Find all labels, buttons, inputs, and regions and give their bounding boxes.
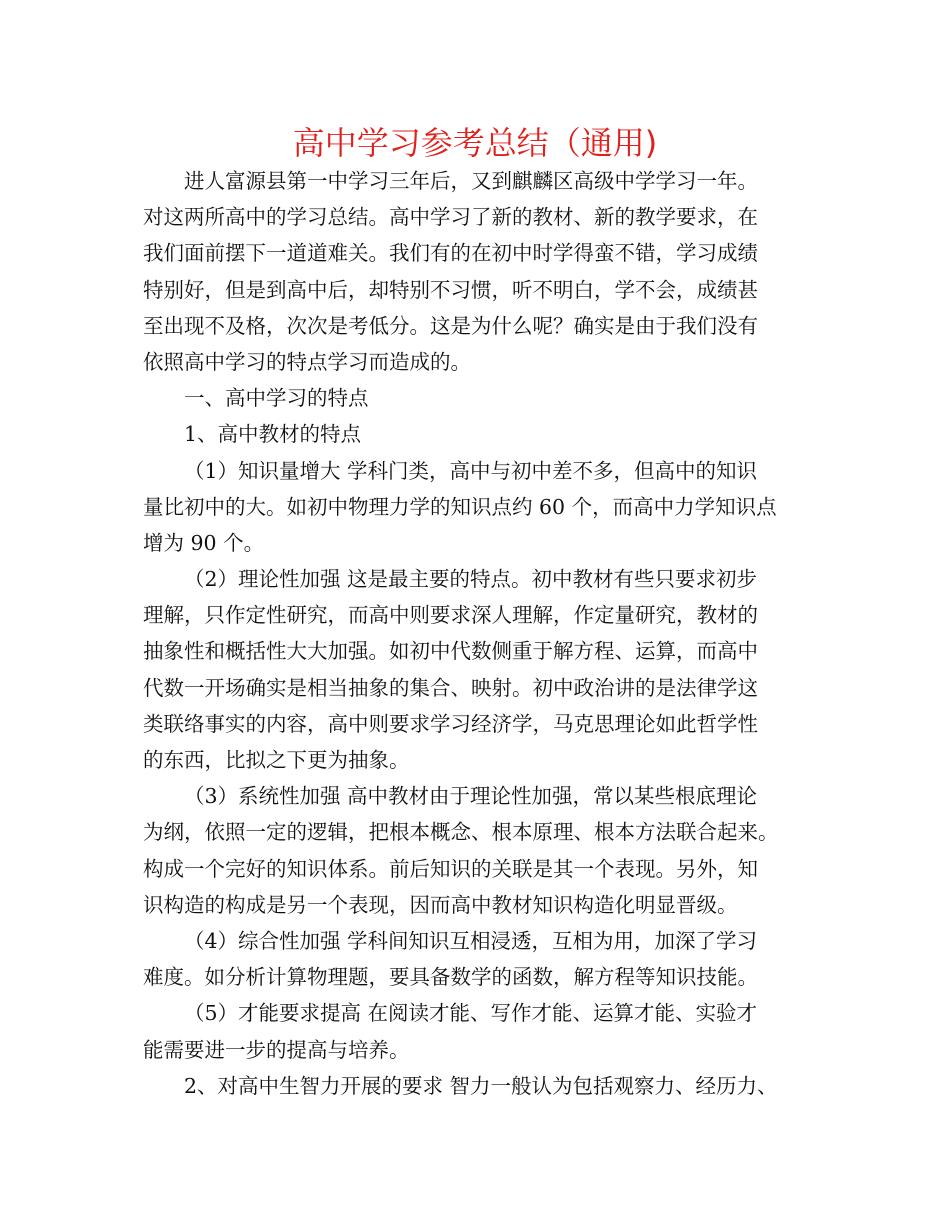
text-line: 理解，只作定性研究，而高中则要求深人理解，作定量研究，教材的 <box>143 603 758 628</box>
text-line: 特别好，但是到高中后，却特别不习惯，听不明白，学不会，成绩甚 <box>143 277 758 302</box>
text-line: 我们面前摆下一道道难关。我们有的在初中时学得蛮不错，学习成绩 <box>143 241 758 266</box>
text-line: 2、对高中生智力开展的要求 智力一般认为包括观察力、经历力、 <box>184 1073 778 1098</box>
text-line: （2）理论性加强 这是最主要的特点。初中教材有些只要求初步 <box>184 567 758 592</box>
subsection-heading <box>143 416 823 452</box>
paragraph-point-5 <box>143 995 823 1067</box>
text-line: 能需要进一步的提高与培养。 <box>143 1037 410 1062</box>
text-line: （4）综合性加强 学科间知识互相浸透，互相为用，加深了学习 <box>184 928 758 953</box>
text-line: （1）知识量增大 学科门类，高中与初中差不多，但高中的知识 <box>184 458 758 483</box>
section-heading <box>143 380 823 416</box>
text-line: 构成一个完好的知识体系。前后知识的关联是其一个表现。另外，知 <box>143 856 758 881</box>
text-line: 增为 90 个。 <box>143 530 265 555</box>
text-line: 量比初中的大。如初中物理力学的知识点约 60 个，而高中力学知识点 <box>143 494 777 519</box>
paragraph-point-4 <box>143 923 823 995</box>
paragraph-intro <box>143 163 823 380</box>
paragraph-point-2 <box>143 561 823 778</box>
text-line: 依照高中学习的特点学习而造成的。 <box>143 349 471 374</box>
text-line: （3）系统性加强 高中教材由于理论性加强，常以某些根底理论 <box>184 784 758 809</box>
text-line: 进人富源县第一中学习三年后，又到麒麟区高级中学学习一年。 <box>184 169 758 193</box>
text-line: 至出现不及格，次次是考低分。这是为什么呢？确实是由于我们没有 <box>143 313 758 338</box>
subsection-heading-text: 1、高中教材的特点 <box>184 422 362 447</box>
text-line: 对这两所高中的学习总结。高中学习了新的教材、新的教学要求，在 <box>143 205 758 230</box>
paragraph-point-3 <box>143 778 823 923</box>
paragraph-point-1 <box>143 453 823 562</box>
text-line: 识构造的构成是另一个表现，因而高中教材知识构造化明显晋级。 <box>143 892 738 917</box>
text-line: 的东西，比拟之下更为抽象。 <box>143 748 410 772</box>
text-line: 难度。如分析计算物理题，要具备数学的函数，解方程等知识技能。 <box>143 965 758 990</box>
document-body <box>143 163 823 1104</box>
section-heading-text: 一、高中学习的特点 <box>184 386 369 411</box>
text-line: （5）才能要求提高 在阅读才能、写作才能、运算才能、实验才 <box>184 1001 758 1026</box>
paragraph-intelligence <box>143 1068 823 1104</box>
text-line: 代数一开场确实是相当抽象的集合、映射。初中政治讲的是法律学这 <box>143 675 758 700</box>
text-line: 类联络事实的内容，高中则要求学习经济学，马克思理论如此哲学性 <box>143 711 758 736</box>
document-title: 高中学习参考总结（通用) <box>292 124 658 162</box>
text-line: 抽象性和概括性大大加强。如初中代数侧重于解方程、运算，而高中 <box>143 639 758 664</box>
text-line: 为纲，依照一定的逻辑，把根本概念、根本原理、根本方法联合起来。 <box>143 820 779 845</box>
